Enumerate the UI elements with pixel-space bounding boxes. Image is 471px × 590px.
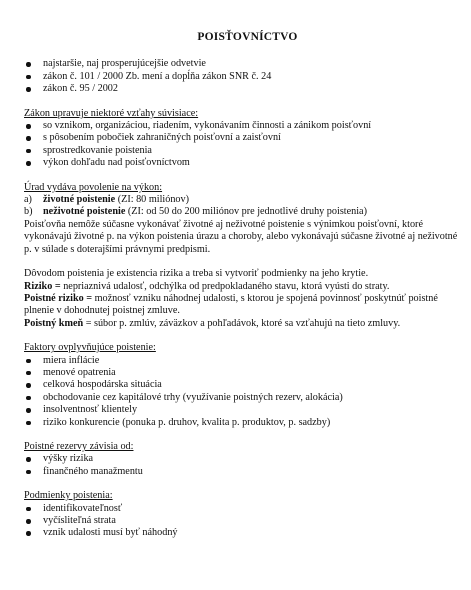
life-insurance-detail: (ZI: 80 miliónov): [115, 194, 190, 206]
list-item: insolventnosť klientely: [24, 404, 461, 416]
license-item-b: [24, 206, 461, 218]
list-item: vznik udalosti musí byť náhodný: [24, 527, 461, 539]
non-life-insurance-term: neživotné poistenie: [43, 206, 126, 218]
list-item: výšky rizika: [24, 453, 461, 465]
policy-stock-text: = súbor p. zmlúv, záväzkov a pohľadávok, ktoré sa vzťahujú na tieto zmluvy.: [83, 317, 401, 329]
reason-section: [24, 268, 461, 330]
conditions-heading: Podmienky poistenia:: [24, 490, 113, 502]
insured-risk-definition: [24, 293, 461, 318]
document-title: POISŤOVNÍCTVO: [197, 31, 298, 43]
insured-risk-text: možnosť vzniku náhodnej udalosti, s ktorou je spojená povinnosť poskytnúť poistné plnenie v dohodnutej poistnej zmluve.: [24, 292, 438, 317]
list-item: výkon dohľadu nad poisťovníctvom: [24, 157, 461, 169]
reserves-heading: Poistné rezervy závisia od:: [24, 440, 134, 452]
list-item: najstaršie, naj prosperujúcejšie odvetvie: [24, 58, 461, 70]
risk-text: nepriaznivá udalosť, odchýlka od predpokladaného stavu, ktorá vyústi do straty.: [60, 280, 390, 292]
relations-heading: Zákon upravuje niektoré vzťahy súvisiace:: [24, 107, 199, 119]
list-item: so vznikom, organizáciou, riadením, vykonávaním činnosti a zánikom poisťovní: [24, 120, 461, 132]
list-item: zákon č. 95 / 2002: [24, 83, 461, 95]
reserves-section: [24, 441, 461, 478]
list-item: zákon č. 101 / 2000 Zb. mení a dopĺňa zákon SNR č. 24: [24, 71, 461, 83]
license-section: [24, 182, 461, 256]
risk-term: Riziko =: [24, 280, 61, 292]
list-item: celková hospodárska situácia: [24, 379, 461, 391]
intro-list: [24, 58, 461, 95]
list-item: menové opatrenia: [24, 367, 461, 379]
conditions-section: [24, 490, 461, 540]
factors-section: [24, 342, 461, 429]
non-life-insurance-detail: (ZI: od 50 do 200 miliónov pre jednotlivé druhy poistenia): [125, 206, 367, 218]
factors-list: [24, 355, 461, 429]
conditions-list: [24, 503, 461, 540]
list-item: miera inflácie: [24, 355, 461, 367]
list-item: vyčísliteľná strata: [24, 515, 461, 527]
risk-definition: [24, 281, 461, 293]
list-item: riziko konkurencie (ponuka p. druhov, kvalita p. produktov, p. sadzby): [24, 417, 461, 429]
relations-section: [24, 108, 461, 170]
policy-stock-definition: [24, 318, 461, 330]
relations-list: [24, 120, 461, 170]
list-item: obchodovanie cez kapitálové trhy (využívanie poistných rezerv, alokácia): [24, 392, 461, 404]
list-marker: b): [24, 206, 33, 218]
list-item: finančného manažmentu: [24, 466, 461, 478]
reserves-list: [24, 453, 461, 478]
license-paragraph: Poisťovňa nemôže súčasne vykonávať životné aj neživotné poistenie s výnimkou poisťovní, ktoré vykonávajú životné p. na výkon poistenia úrazu a choroby, alebo vykonávajú súčasne životné aj neživotné p. v súlade s doterajšími právnymi predpismi.: [24, 218, 458, 255]
insured-risk-term: Poistné riziko =: [24, 292, 93, 304]
list-item: identifikovateľnosť: [24, 503, 461, 515]
license-item-a: [24, 194, 461, 206]
list-item: s pôsobením pobočiek zahraničných poisťovní a zaisťovní: [24, 132, 461, 144]
policy-stock-term: Poistný kmeň: [24, 317, 84, 329]
life-insurance-term: životné poistenie: [43, 194, 116, 206]
reason-sentence: Dôvodom poistenia je existencia rizika a treba si vytvoriť podmienky na jeho krytie.: [24, 268, 369, 280]
list-item: sprostredkovanie poistenia: [24, 145, 461, 157]
license-heading: Úrad vydáva povolenie na výkon:: [24, 181, 163, 193]
factors-heading: Faktory ovplyvňujúce poistenie:: [24, 342, 156, 354]
list-marker: a): [24, 194, 32, 206]
